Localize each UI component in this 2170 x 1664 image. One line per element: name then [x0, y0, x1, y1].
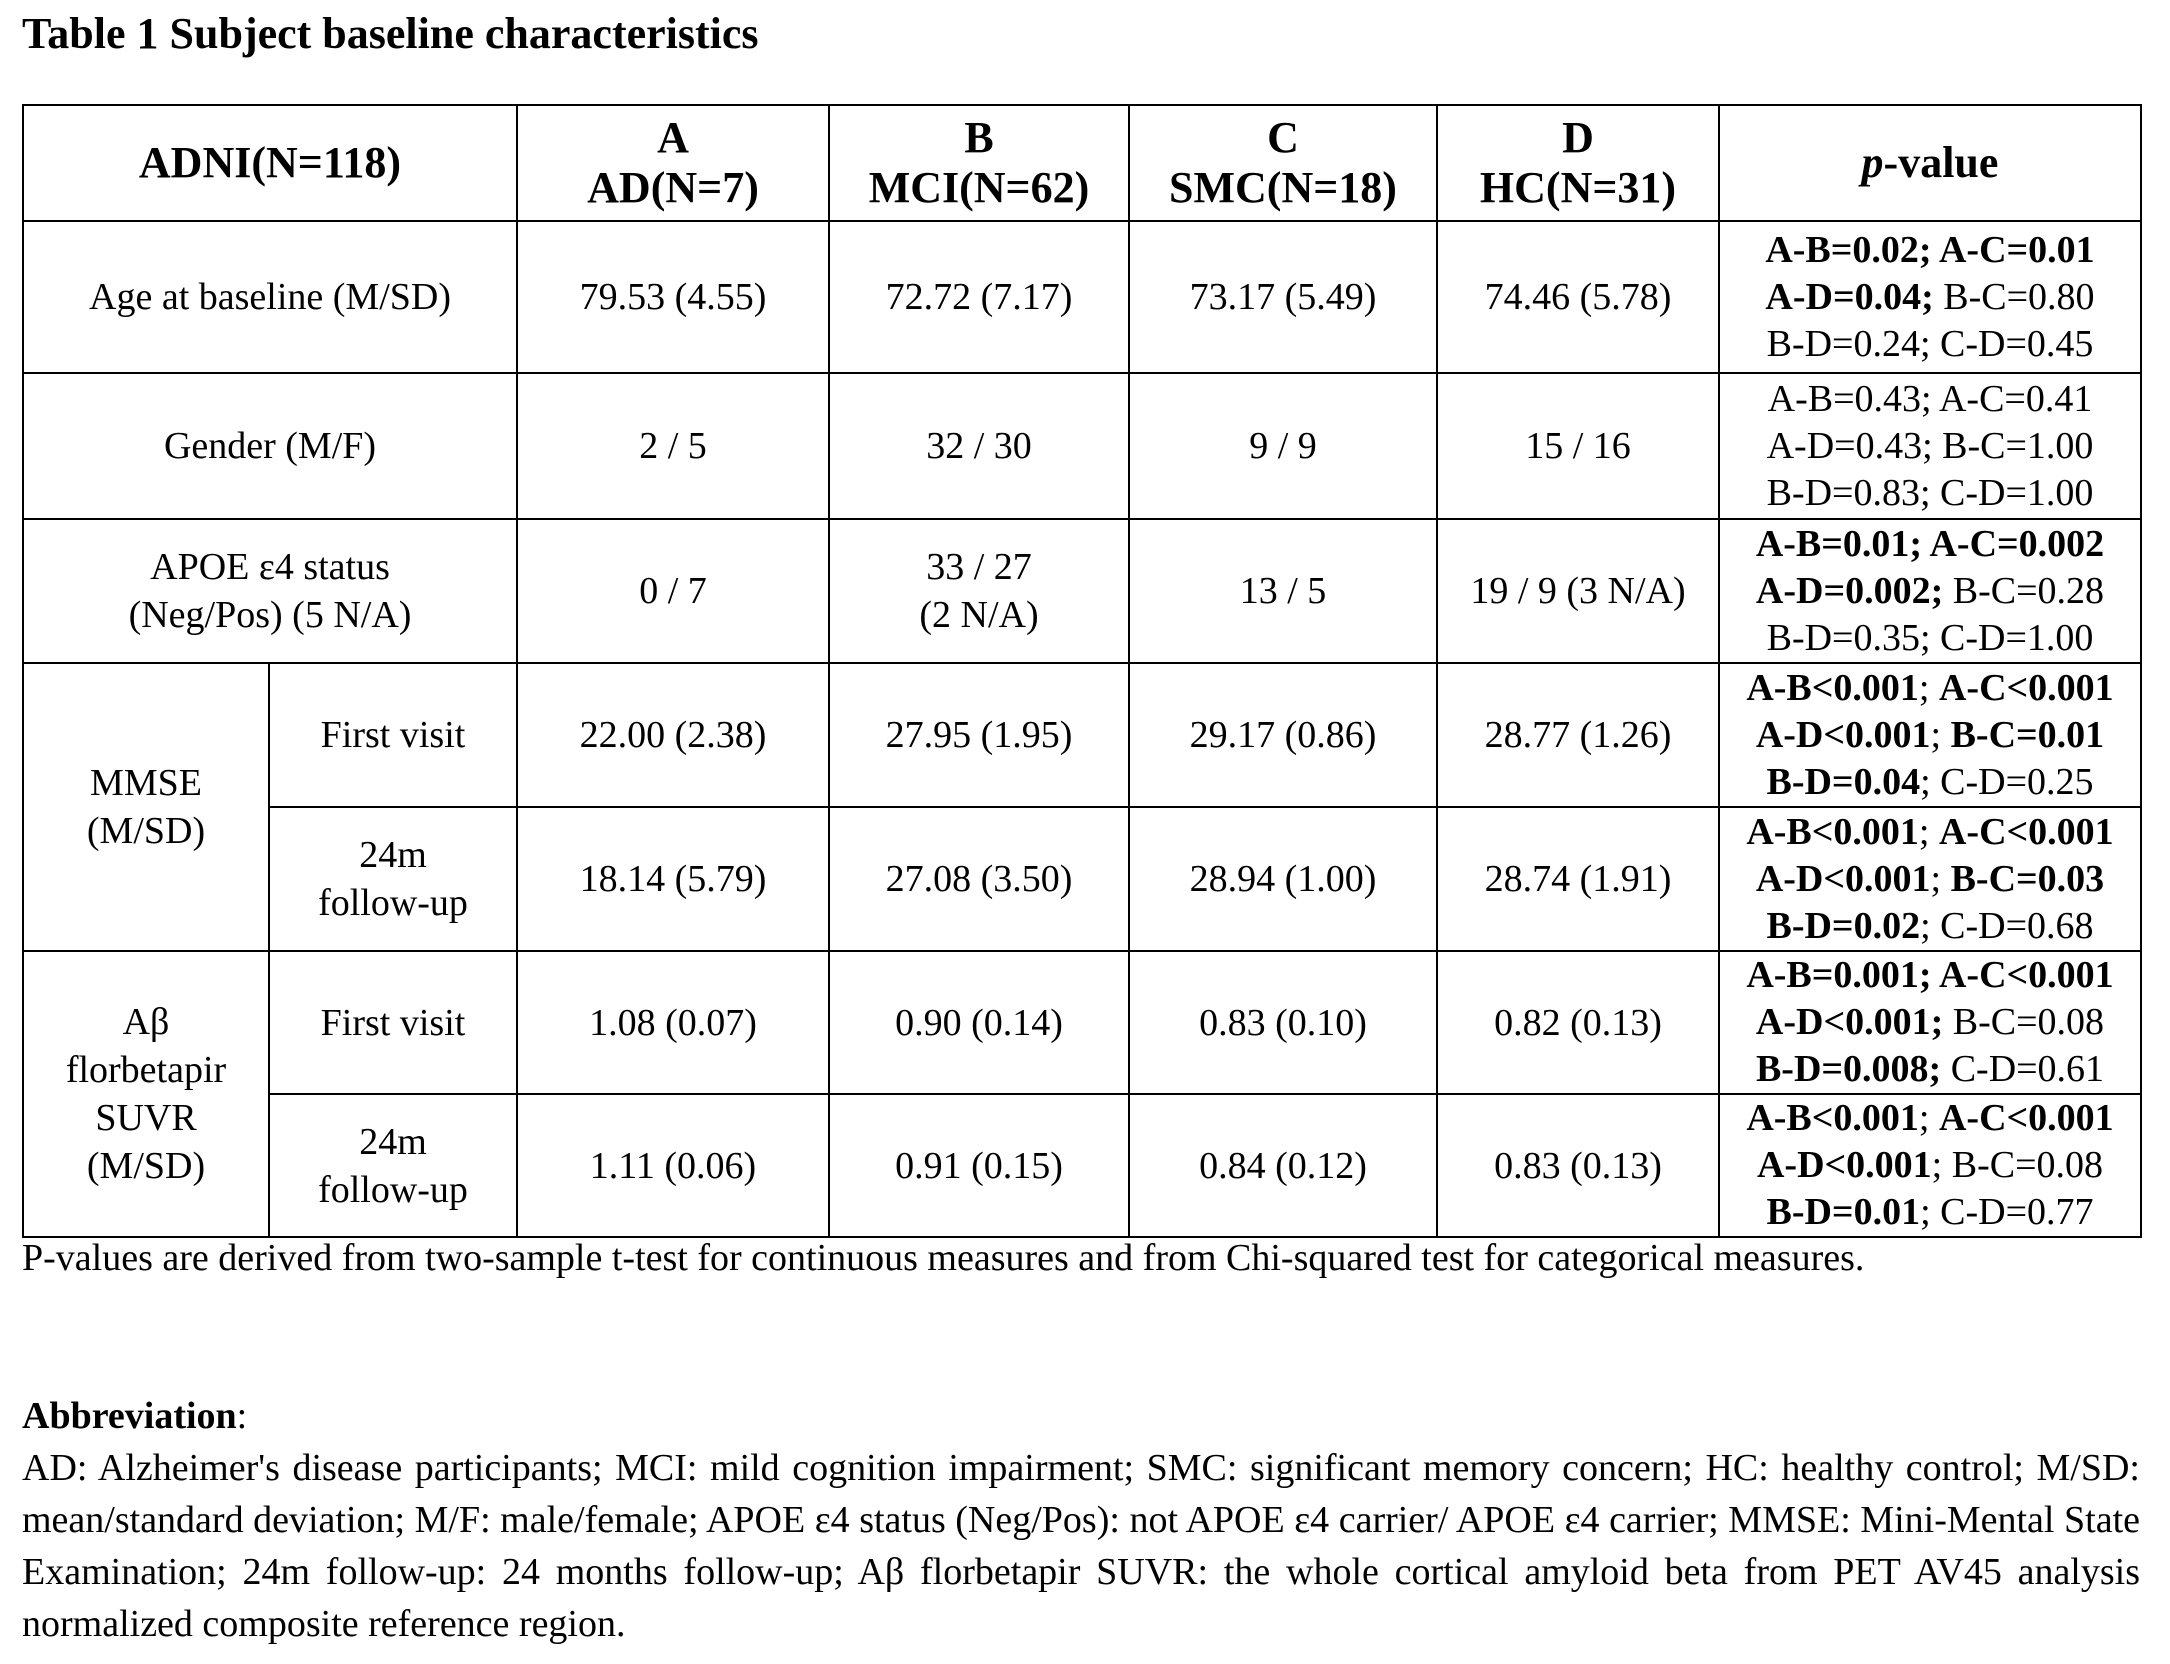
abbreviation-heading — [22, 1390, 247, 1442]
pvalue-part: B-C=0.03 — [1950, 857, 2105, 900]
pvalue-part: ; — [1918, 1097, 1939, 1139]
pvalue-header-rest: -value — [1883, 138, 1999, 187]
followup-label-line: follow-up — [318, 1168, 468, 1211]
group-a-label: AD(N=7) — [587, 163, 759, 212]
followup-label-line: 24m — [359, 1120, 427, 1163]
pvalue-line: B-D=0.35; C-D=1.00 — [1766, 616, 2094, 659]
apoe-label-line: (Neg/Pos) (5 N/A) — [128, 594, 412, 636]
gender-value-b: 32 / 30 — [829, 373, 1129, 519]
pvalue-line — [1726, 759, 2134, 806]
mmse-followup-value-b: 27.08 (3.50) — [829, 807, 1129, 951]
baseline-characteristics-table — [22, 104, 2142, 1238]
mmse-first-value-b: 27.95 (1.95) — [829, 663, 1129, 807]
pvalue-line: A-D=0.43; B-C=1.00 — [1766, 424, 2094, 467]
pvalue-part: A-B<0.001 — [1746, 1097, 1919, 1139]
header-row — [23, 105, 2141, 221]
pvalue-part: C-D=0.61 — [1941, 1048, 2105, 1090]
pvalue-part: A-D=0.04; — [1765, 275, 1934, 318]
abeta-followup-value-d: 0.83 (0.13) — [1437, 1094, 1719, 1237]
mmse-followup-value-c: 28.94 (1.00) — [1129, 807, 1437, 951]
pvalue-line — [1726, 1142, 2134, 1189]
age-value-b: 72.72 (7.17) — [829, 221, 1129, 373]
table-row — [23, 519, 2141, 663]
abeta-followup-value-a: 1.11 (0.06) — [517, 1094, 829, 1237]
pvalue-line: B-D=0.83; C-D=1.00 — [1766, 471, 2094, 514]
pvalue-line — [1726, 1046, 2134, 1093]
apoe-pvalues — [1719, 519, 2141, 663]
table-row — [23, 807, 2141, 951]
group-d-letter: D — [1562, 113, 1594, 162]
age-pvalues — [1719, 221, 2141, 373]
gender-value-a: 2 / 5 — [517, 373, 829, 519]
abeta-label — [23, 951, 269, 1237]
pvalue-part: A-C<0.001 — [1938, 666, 2114, 709]
pvalue-line — [1726, 568, 2134, 615]
abeta-first-value-d: 0.82 (0.13) — [1437, 951, 1719, 1094]
pvalue-line: A-B=0.43; A-C=0.41 — [1767, 377, 2093, 420]
pvalue-line — [1726, 274, 2134, 321]
pvalue-line — [1726, 1189, 2134, 1236]
pvalue-part: A-C<0.001 — [1938, 810, 2114, 853]
group-a-letter: A — [657, 113, 689, 162]
pvalue-part: A-D<0.001 — [1755, 857, 1931, 900]
pvalue-line — [1726, 856, 2134, 903]
table-title: Table 1 Subject baseline characteristics — [22, 9, 759, 58]
pvalue-line: A-B=0.01; A-C=0.002 — [1755, 522, 2105, 565]
abeta-label-line: florbetapir — [65, 1049, 227, 1091]
pvalue-header — [1719, 105, 2141, 221]
abeta-followup-value-c: 0.84 (0.12) — [1129, 1094, 1437, 1237]
apoe-value-a: 0 / 7 — [517, 519, 829, 663]
abeta-followup-pvalues — [1719, 1094, 2141, 1237]
abeta-label-line: SUVR — [95, 1097, 197, 1139]
pvalue-part: A-D<0.001 — [1755, 713, 1931, 756]
apoe-value-b — [829, 519, 1129, 663]
apoe-label — [23, 519, 517, 663]
pvalue-part: B-C=0.28 — [1943, 569, 2105, 612]
pvalue-part: B-C=0.08 — [1943, 1001, 2105, 1043]
gender-label: Gender (M/F) — [23, 373, 517, 519]
table-footnote: P-values are derived from two-sample t-test for continuous measures and from Chi-squared test for categorical measures. — [22, 1237, 1865, 1279]
pvalue-part: ; — [1918, 810, 1939, 853]
followup-label-line: 24m — [359, 834, 427, 876]
mmse-followup-label — [269, 807, 517, 951]
gender-pvalues — [1719, 373, 2141, 519]
pvalue-part: ; — [1918, 666, 1939, 709]
pvalue-line — [1726, 999, 2134, 1046]
abeta-label-line: Aβ — [122, 1001, 170, 1043]
pvalue-part: B-C=0.01 — [1950, 713, 2105, 756]
mmse-label — [23, 663, 269, 951]
group-d-label: HC(N=31) — [1479, 163, 1677, 212]
pvalue-part: ; — [1930, 857, 1951, 900]
pvalue-line: B-D=0.24; C-D=0.45 — [1766, 322, 2094, 365]
table-row — [23, 221, 2141, 373]
table-row — [23, 951, 2141, 1094]
gender-value-c: 9 / 9 — [1129, 373, 1437, 519]
table-row — [23, 373, 2141, 519]
pvalue-line — [1726, 665, 2134, 712]
mmse-first-value-a: 22.00 (2.38) — [517, 663, 829, 807]
mmse-label-line: MMSE — [90, 762, 202, 804]
apoe-label-line: APOE ε4 status — [150, 546, 390, 588]
pvalue-part: ; C-D=0.25 — [1920, 760, 2094, 803]
pvalue-part: B-D=0.04 — [1766, 760, 1921, 803]
abeta-first-visit-label: First visit — [269, 951, 517, 1094]
abeta-first-value-c: 0.83 (0.10) — [1129, 951, 1437, 1094]
pvalue-line — [1726, 712, 2134, 759]
group-c-label: SMC(N=18) — [1169, 163, 1397, 212]
pvalue-part: ; B-C=0.08 — [1931, 1144, 2104, 1186]
mmse-label-line: (M/SD) — [86, 810, 206, 852]
table-row — [23, 663, 2141, 807]
abeta-first-pvalues — [1719, 951, 2141, 1094]
pvalue-line — [1726, 1095, 2134, 1142]
group-c-letter: C — [1267, 113, 1299, 162]
group-d-header — [1437, 105, 1719, 221]
group-b-letter: B — [964, 113, 994, 162]
apoe-value-b-line: (2 N/A) — [919, 594, 1039, 636]
pvalue-header-p: p — [1861, 138, 1884, 187]
abeta-followup-value-b: 0.91 (0.15) — [829, 1094, 1129, 1237]
followup-label-line: follow-up — [318, 882, 468, 924]
abbreviation-text: AD: Alzheimer's disease participants; MCI: mild cognition impairment; SMC: significant memory concern; HC: healthy control; M/SD: mean/standard deviation; M/F: male/female; APOE ε4 status (Neg/Pos): not APOE ε4 carrier/ APOE ε4 carrier; MMSE: Mini-Mental State Examination; 24m follow-up: 24 months follow-up; Aβ florbetapir SUVR: the whole cortical amyloid beta from PET AV45 analysis normalized composite reference region. — [22, 1447, 2140, 1645]
pvalue-line: A-B=0.001; A-C<0.001 — [1746, 954, 2114, 996]
mmse-first-visit-label: First visit — [269, 663, 517, 807]
pvalue-part: A-D=0.002; — [1755, 569, 1944, 612]
table-row — [23, 1094, 2141, 1237]
pvalue-part: B-C=0.80 — [1933, 275, 2095, 318]
pvalue-part: A-D<0.001; — [1755, 1001, 1944, 1043]
age-value-a: 79.53 (4.55) — [517, 221, 829, 373]
age-label: Age at baseline (M/SD) — [23, 221, 517, 373]
apoe-value-b-line: 33 / 27 — [926, 546, 1032, 588]
pvalue-part: ; — [1930, 713, 1951, 756]
group-c-header — [1129, 105, 1437, 221]
pvalue-part: A-B<0.001 — [1746, 666, 1919, 709]
abeta-first-value-b: 0.90 (0.14) — [829, 951, 1129, 1094]
apoe-value-d: 19 / 9 (3 N/A) — [1437, 519, 1719, 663]
mmse-followup-pvalues — [1719, 807, 2141, 951]
pvalue-part: B-D=0.01 — [1766, 1191, 1921, 1233]
mmse-first-value-c: 29.17 (0.86) — [1129, 663, 1437, 807]
apoe-value-c: 13 / 5 — [1129, 519, 1437, 663]
gender-value-d: 15 / 16 — [1437, 373, 1719, 519]
mmse-followup-value-d: 28.74 (1.91) — [1437, 807, 1719, 951]
pvalue-part: A-B<0.001 — [1746, 810, 1919, 853]
pvalue-part: ; C-D=0.77 — [1920, 1191, 2094, 1233]
pvalue-part: ; C-D=0.68 — [1920, 904, 2094, 947]
abeta-first-value-a: 1.08 (0.07) — [517, 951, 829, 1094]
abbreviation-heading-colon: : — [236, 1395, 248, 1437]
pvalue-line: A-B=0.02; A-C=0.01 — [1765, 228, 2095, 271]
pvalue-part: B-D=0.008; — [1755, 1048, 1942, 1090]
pvalue-part: B-D=0.02 — [1766, 904, 1921, 947]
pvalue-part: A-C<0.001 — [1938, 1097, 2114, 1139]
pvalue-line — [1726, 809, 2134, 856]
group-b-header — [829, 105, 1129, 221]
group-b-label: MCI(N=62) — [868, 163, 1090, 212]
abeta-followup-label — [269, 1094, 517, 1237]
group-a-header — [517, 105, 829, 221]
mmse-first-pvalues — [1719, 663, 2141, 807]
cohort-header: ADNI(N=118) — [23, 105, 517, 221]
age-value-d: 74.46 (5.78) — [1437, 221, 1719, 373]
pvalue-line — [1726, 903, 2134, 950]
pvalue-part: A-D<0.001 — [1756, 1144, 1932, 1186]
age-value-c: 73.17 (5.49) — [1129, 221, 1437, 373]
abbreviation-heading-label: Abbreviation — [22, 1395, 237, 1437]
mmse-first-value-d: 28.77 (1.26) — [1437, 663, 1719, 807]
mmse-followup-value-a: 18.14 (5.79) — [517, 807, 829, 951]
abeta-label-line: (M/SD) — [86, 1145, 206, 1187]
